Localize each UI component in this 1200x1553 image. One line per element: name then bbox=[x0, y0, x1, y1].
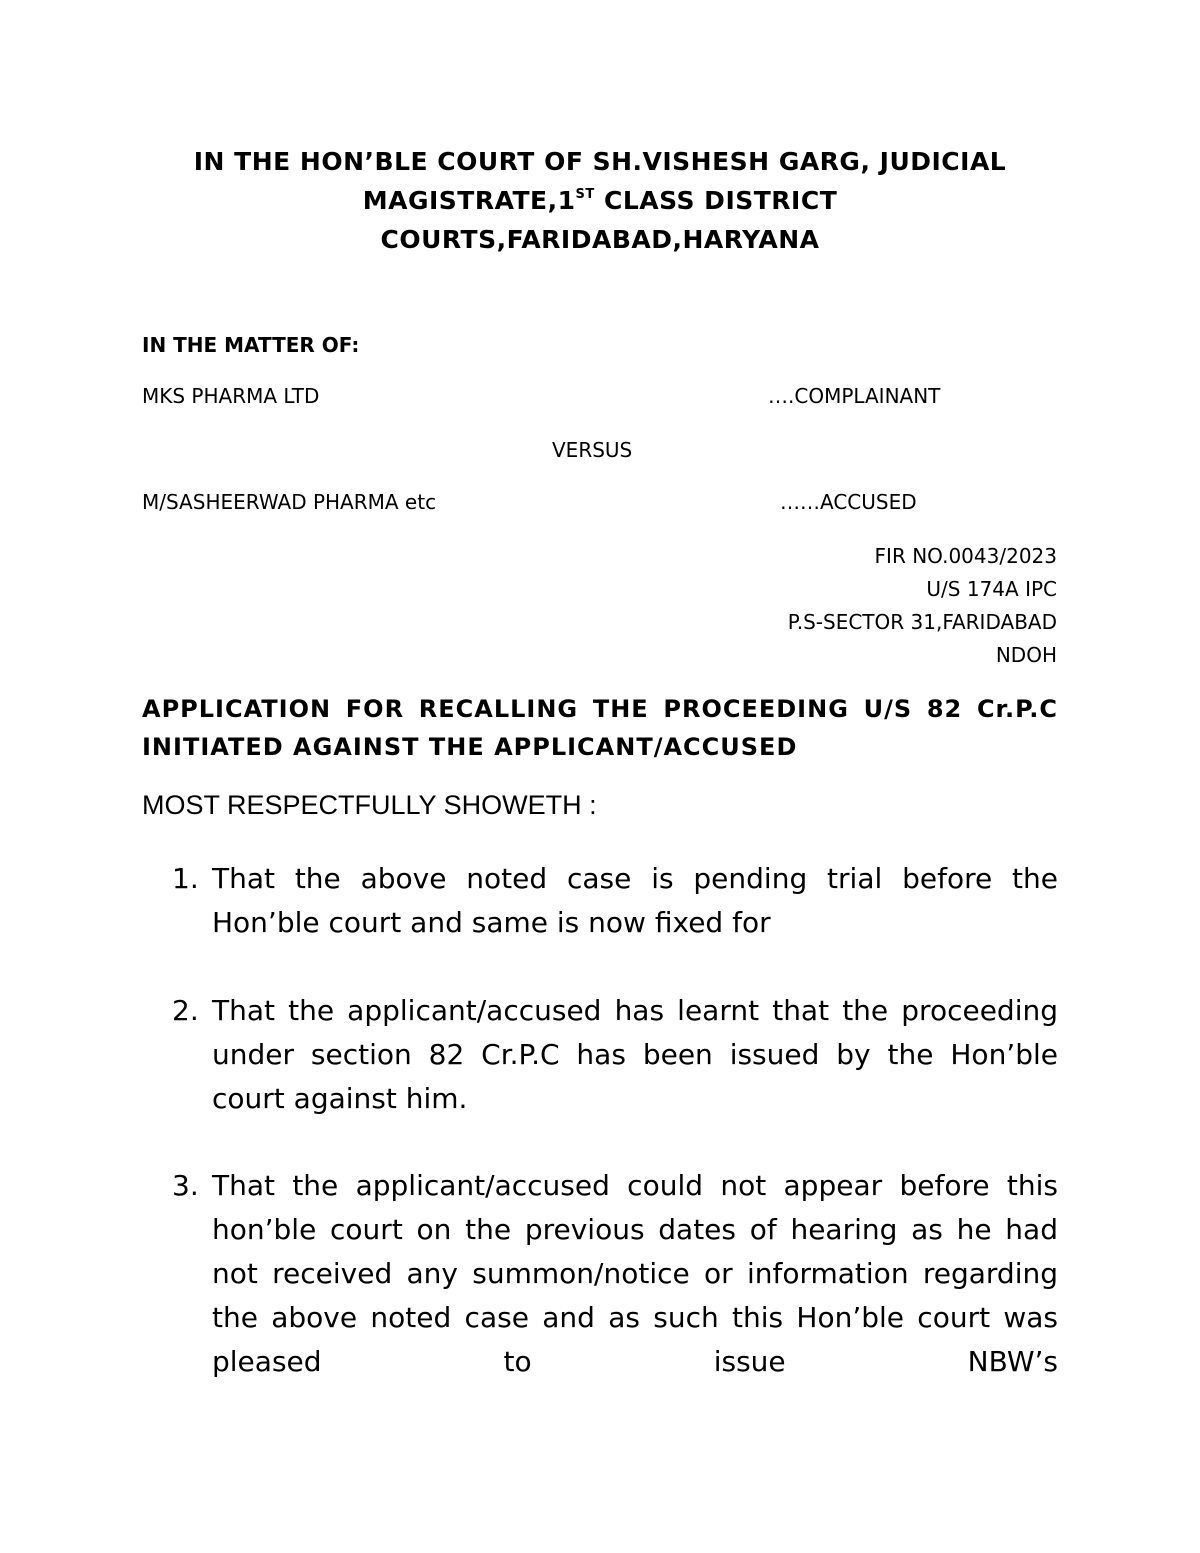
paragraph-text: That the applicant/accused has learnt that the proceeding under section 82 Cr.P.C has been issued by the Hon’ble court against him. bbox=[212, 994, 1058, 1115]
accused-role: ……ACCUSED bbox=[780, 490, 917, 514]
court-heading-line-3: COURTS,FARIDABAD,HARYANA bbox=[380, 225, 820, 254]
case-details bbox=[788, 540, 1057, 672]
accused-name: M/SASHEERWAD PHARMA etc bbox=[142, 490, 437, 514]
next-date-of-hearing: NDOH bbox=[995, 643, 1057, 667]
versus-label: VERSUS bbox=[552, 438, 633, 462]
court-heading-line-2-prefix: MAGISTRATE,1 bbox=[362, 186, 576, 215]
application-title: APPLICATION FOR RECALLING THE PROCEEDING U/S 82 Cr.P.C INITIATED AGAINST THE APPLICANT/ACCUSED bbox=[142, 695, 1058, 761]
court-heading-line-2 bbox=[140, 181, 1060, 220]
showeth-heading bbox=[142, 790, 597, 821]
complainant-role: ….COMPLAINANT bbox=[768, 384, 941, 408]
court-heading-line-2-suffix: CLASS DISTRICT bbox=[594, 186, 838, 215]
paragraph-text: That the applicant/accused could not appear before this hon’ble court on the previous dates of hearing as he had not received any summon/notice or information regarding the above noted case and as such this Hon’ble court was pleased to issue NBW’s bbox=[212, 1169, 1058, 1378]
court-heading-line-1: IN THE HON’BLE COURT OF SH.VISHESH GARG, JUDICIAL bbox=[193, 147, 1007, 176]
paragraph-2 bbox=[172, 989, 1058, 1121]
showeth-colon: : bbox=[589, 790, 597, 820]
paragraph-1 bbox=[172, 857, 1058, 945]
paragraph-number: 3. bbox=[172, 1169, 199, 1202]
paragraph-number: 2. bbox=[172, 994, 199, 1027]
section-reference: U/S 174A IPC bbox=[926, 577, 1057, 601]
paragraph-number: 1. bbox=[172, 862, 199, 895]
court-heading bbox=[140, 142, 1060, 259]
fir-number: FIR NO.0043/2023 bbox=[874, 544, 1057, 568]
matter-label: IN THE MATTER OF: bbox=[142, 333, 360, 357]
police-station: P.S-SECTOR 31,FARIDABAD bbox=[787, 610, 1057, 634]
paragraph-3 bbox=[172, 1164, 1058, 1384]
paragraph-text: That the above noted case is pending trial before the Hon’ble court and same is now fixed for bbox=[212, 862, 1058, 939]
showeth-text: MOST RESPECTFULLY SHOWETH bbox=[142, 790, 582, 820]
ordinal-superscript: ST bbox=[575, 187, 595, 202]
complainant-name: MKS PHARMA LTD bbox=[142, 384, 320, 408]
